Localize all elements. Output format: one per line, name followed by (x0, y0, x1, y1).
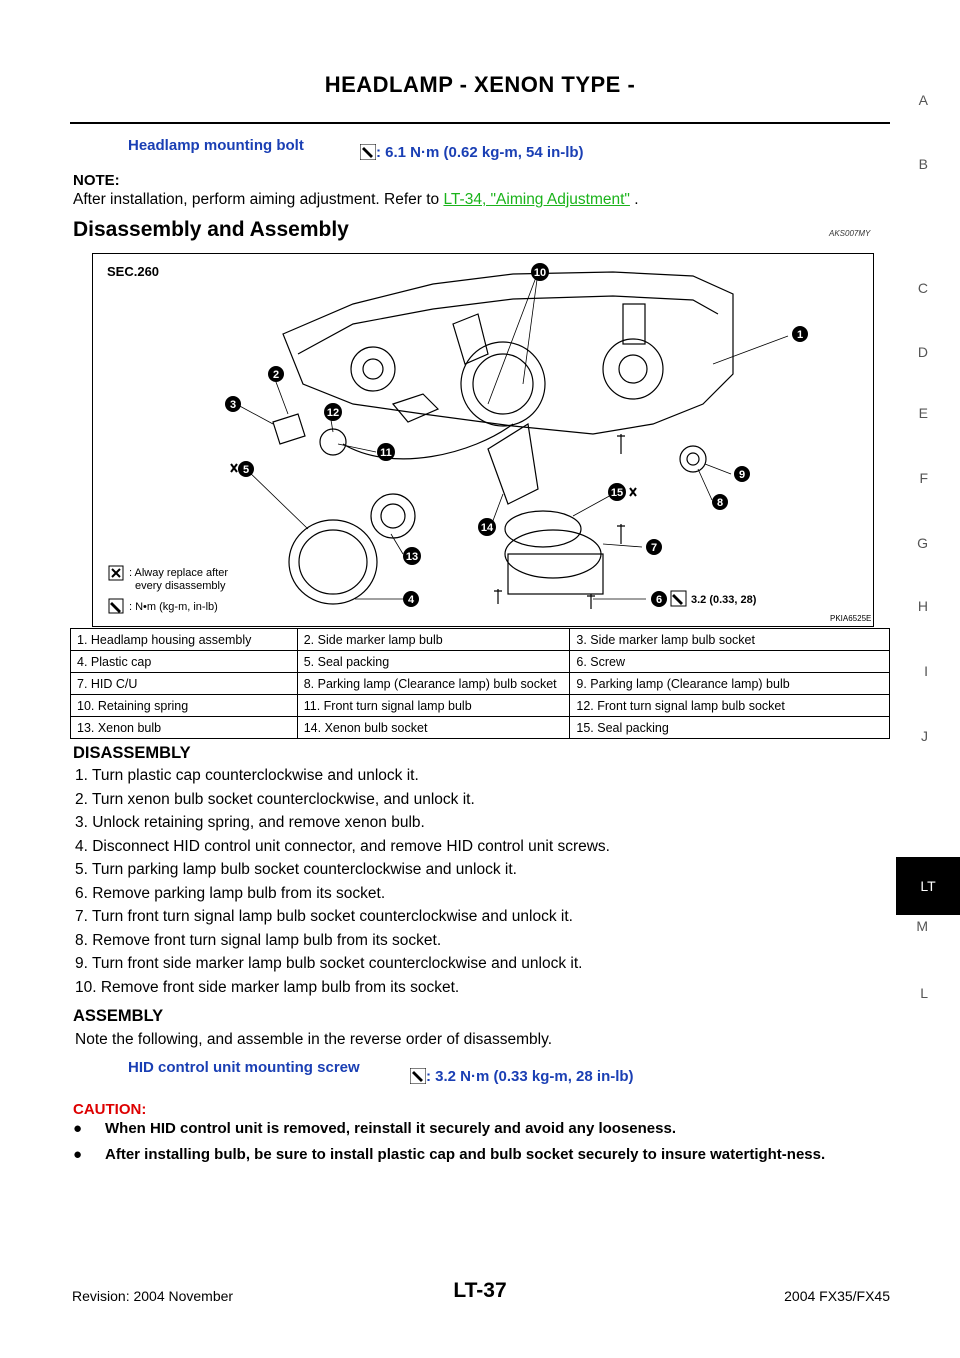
svg-text:2: 2 (272, 369, 280, 381)
svg-text:14: 14 (480, 522, 494, 534)
table-row (71, 695, 890, 717)
callout-15 (608, 483, 626, 501)
list-item: 2. Turn xenon bulb socket counterclockwise, and unlock it. (75, 790, 475, 808)
index-letter-l[interactable]: L (920, 985, 928, 1001)
table-cell: 6. Screw (570, 651, 890, 673)
legend-torque: : N•m (kg-m, in-lb) (129, 601, 218, 613)
legend-replace-line1: : Alway replace after (129, 567, 229, 579)
caution-text: After installing bulb, be sure to install plastic cap and bulb socket securely to insure watertight-ness. (105, 1146, 826, 1163)
table-row (71, 651, 890, 673)
index-letter-a[interactable]: A (918, 92, 928, 108)
svg-text:8: 8 (716, 497, 724, 509)
list-item: 3. Unlock retaining spring, and remove xenon bulb. (75, 814, 425, 831)
torque-wrench-icon (410, 1068, 426, 1084)
torque-spec-label: Headlamp mounting bolt (128, 137, 304, 154)
bullet-icon: ● (73, 1120, 83, 1137)
index-letter-m[interactable]: M (916, 918, 928, 934)
callout-1 (792, 326, 808, 342)
callout-numbers (225, 263, 808, 607)
callout-14 (478, 518, 496, 536)
callout-9 (734, 466, 750, 482)
list-item: 4. Disconnect HID control unit connector, and remove HID control unit screws. (75, 837, 610, 855)
callout-13 (403, 547, 421, 565)
callout-10 (531, 263, 549, 281)
diagram-code: PKIA6525E (830, 614, 872, 623)
parts-legend-table (70, 628, 890, 739)
table-cell: 3. Side marker lamp bulb socket (570, 629, 890, 651)
list-item: 9. Turn front side marker lamp bulb socket counterclockwise and unlock it. (75, 955, 583, 972)
table-row (71, 673, 890, 695)
note-label: NOTE: (73, 172, 120, 189)
svg-text:3: 3 (229, 399, 237, 411)
table-cell: 1. Headlamp housing assembly (71, 629, 298, 651)
note-tail: . (629, 191, 639, 208)
index-letter-i[interactable]: I (924, 663, 928, 679)
callout-3 (225, 396, 241, 412)
callout-6 (651, 591, 667, 607)
index-letter-f[interactable]: F (919, 470, 928, 486)
table-cell: 13. Xenon bulb (71, 717, 298, 739)
svg-text:4: 4 (407, 594, 415, 606)
index-letter-e[interactable]: E (918, 405, 928, 421)
svg-text:11: 11 (380, 447, 392, 459)
table-cell: 14. Xenon bulb socket (297, 717, 570, 739)
torque-spec-value (360, 144, 584, 161)
note-text (73, 191, 639, 209)
svg-text:15: 15 (610, 487, 624, 499)
hid-torque-value-text: : 3.2 N·m (0.33 kg-m, 28 in-lb) (426, 1068, 634, 1085)
callout-12 (324, 403, 342, 421)
bullet-icon: ● (73, 1146, 83, 1163)
index-letter-g[interactable]: G (917, 535, 928, 551)
table-row (71, 629, 890, 651)
footer-model: 2004 FX35/FX45 (784, 1288, 890, 1304)
list-item: 8. Remove front turn signal lamp bulb from its socket. (75, 931, 442, 949)
list-item: 6. Remove parking lamp bulb from its socket. (75, 884, 386, 902)
svg-text:5: 5 (242, 464, 250, 476)
note-body: After installation, perform aiming adjustment. Refer to (73, 191, 444, 208)
list-item: 5. Turn parking lamp bulb socket counterclockwise and unlock it. (75, 861, 517, 878)
replace-mark-icons (231, 464, 636, 496)
list-item: 7. Turn front turn signal lamp bulb socket counterclockwise and unlock it. (75, 908, 573, 925)
title-divider (70, 122, 890, 124)
table-cell: 12. Front turn signal lamp bulb socket (570, 695, 890, 717)
diagram-sec-label: SEC.260 (107, 264, 160, 279)
footer-revision: Revision: 2004 November (72, 1288, 234, 1304)
hid-torque-value (410, 1068, 634, 1085)
section-code: AKS007MY (829, 229, 871, 238)
assembly-text: Note the following, and assemble in the reverse order of disassembly. (75, 1031, 553, 1048)
caution-item (73, 1145, 890, 1164)
table-cell: 15. Seal packing (570, 717, 890, 739)
table-cell: 10. Retaining spring (71, 695, 298, 717)
index-letter-h[interactable]: H (917, 598, 928, 614)
table-cell: 8. Parking lamp (Clearance lamp) bulb socket (297, 673, 570, 695)
caution-label: CAUTION: (73, 1101, 147, 1118)
assembly-heading: ASSEMBLY (73, 1007, 164, 1025)
table-cell: 9. Parking lamp (Clearance lamp) bulb (570, 673, 890, 695)
table-cell: 4. Plastic cap (71, 651, 298, 673)
torque-callout-6 (671, 591, 757, 606)
torque-wrench-icon (360, 144, 376, 160)
callout-8 (712, 494, 728, 510)
index-letter-j[interactable]: J (921, 728, 928, 744)
hid-torque-label: HID control unit mounting screw (128, 1059, 360, 1076)
table-cell: 7. HID C/U (71, 673, 298, 695)
caution-text: When HID control unit is removed, reinstall it securely and avoid any looseness. (105, 1120, 676, 1137)
headlamp-housing-drawing (283, 272, 733, 434)
svg-text:10: 10 (533, 267, 547, 279)
index-letter-d[interactable]: D (917, 344, 928, 360)
diagram-drawing (93, 254, 873, 626)
page-title: HEADLAMP - XENON TYPE - (324, 72, 636, 97)
index-letter-c[interactable]: C (917, 280, 928, 296)
section-heading: Disassembly and Assembly (73, 218, 349, 241)
caution-item (73, 1119, 890, 1138)
diagram-torque-value: 3.2 (0.33, 28) (691, 594, 757, 606)
legend-replace-line2: every disassembly (135, 580, 226, 592)
svg-text:1: 1 (796, 329, 804, 341)
index-letter-lt-active[interactable]: LT (896, 857, 960, 915)
footer-page-number: LT-37 (453, 1279, 507, 1302)
callout-11 (377, 443, 395, 461)
table-cell: 11. Front turn signal lamp bulb (297, 695, 570, 717)
svg-text:6: 6 (655, 594, 663, 606)
svg-text:9: 9 (738, 469, 746, 481)
diagram-legend (109, 566, 228, 613)
svg-text:7: 7 (650, 542, 658, 554)
disassembly-heading: DISASSEMBLY (73, 744, 191, 762)
svg-text:12: 12 (326, 407, 340, 419)
table-cell: 5. Seal packing (297, 651, 570, 673)
aiming-adjustment-link[interactable]: LT-34, "Aiming Adjustment" (443, 191, 630, 208)
headlamp-exploded-diagram (92, 253, 874, 627)
svg-text:13: 13 (405, 551, 419, 563)
callout-2 (268, 366, 284, 382)
index-letter-b[interactable]: B (918, 156, 928, 172)
torque-value-text: : 6.1 N·m (0.62 kg-m, 54 in-lb) (376, 144, 584, 161)
list-item: 1. Turn plastic cap counterclockwise and unlock it. (75, 767, 419, 784)
bulbs-and-sockets-drawing (273, 414, 706, 609)
table-cell: 2. Side marker lamp bulb (297, 629, 570, 651)
callout-7 (646, 539, 662, 555)
list-item: 10. Remove front side marker lamp bulb from its socket. (75, 978, 460, 996)
disassembly-steps (75, 767, 610, 1002)
table-row (71, 717, 890, 739)
callout-4 (403, 591, 419, 607)
callout-leaders (236, 272, 788, 599)
callout-5 (238, 461, 254, 477)
